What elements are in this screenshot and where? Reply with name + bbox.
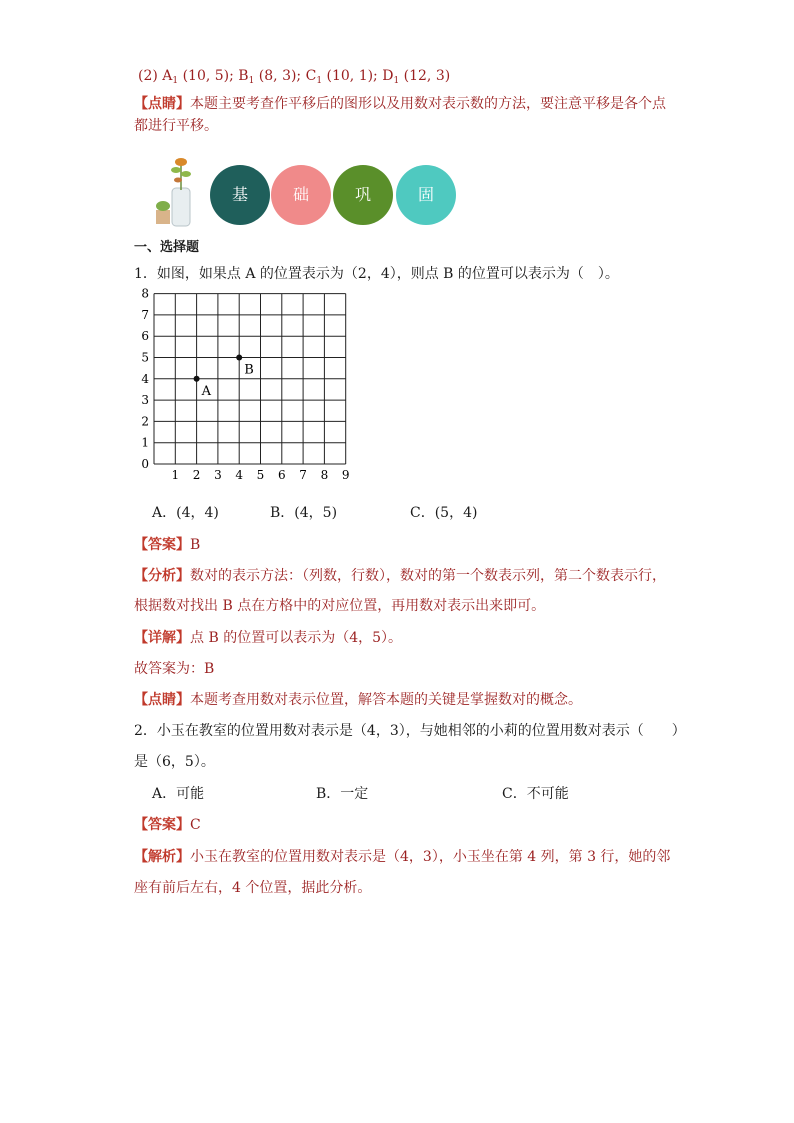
q1-option-b[interactable]: B．(4，5) <box>270 505 338 521</box>
section-title: 一、选择题 <box>134 240 200 255</box>
q2-analysis-cont: 座有前后左右，4 个位置，据此分析。 <box>134 880 372 896</box>
q1-analysis: 【分析】数对的表示方法：（列数，行数），数对的第一个数表示列，第二个数表示行， <box>134 568 666 584</box>
potted-plant-illustration <box>150 152 198 232</box>
y-tick-label: 0 <box>141 457 149 471</box>
question-1-stem: 1．如图，如果点 A 的位置表示为（2，4），则点 B 的位置可以表示为（ ）。 <box>134 266 619 282</box>
banner-circle-gong: 巩 <box>333 165 393 225</box>
point-label-a: A <box>201 383 211 399</box>
point-b <box>236 355 242 361</box>
x-tick-label: 9 <box>341 468 350 482</box>
x-tick-label: 1 <box>171 468 180 482</box>
q2-answer: 【答案】C <box>134 817 201 833</box>
point-a <box>194 376 200 382</box>
question-2-stem-cont: 是（6，5）。 <box>134 754 215 770</box>
q1-analysis-cont: 根据数对找出 B 点在方格中的对应位置，再用数对表示出来即可。 <box>134 598 546 614</box>
y-tick-label: 6 <box>141 329 149 344</box>
banner-circle-gu: 固 <box>396 165 456 225</box>
answer-line-translated-points: (2) $A_1$ (10, 5); $B_1$ (8, 3); $C_1$ (10, 1); $D_1$ (12, 3) <box>138 68 451 86</box>
q1-note: 【点睛】本题考查用数对表示位置，解答本题的关键是掌握数对的概念。 <box>134 692 582 708</box>
q1-option-a[interactable]: A．(4，4) <box>152 505 219 521</box>
question-2-stem: 2．小玉在教室的位置用数对表示是（4，3），与她相邻的小莉的位置用数对表示（ ） <box>134 723 686 739</box>
q2-analysis: 【解析】小玉在教室的位置用数对表示是（4，3），小玉坐在第 4 列，第 3 行，她的邻 <box>134 849 671 865</box>
x-tick-label: 2 <box>192 468 201 482</box>
q1-conclusion: 故答案为：B <box>134 661 215 677</box>
q2-option-b[interactable]: B．一定 <box>316 786 369 802</box>
x-tick-label: 5 <box>256 468 265 482</box>
note-paragraph-1: 【点睛】本题主要考查作平移后的图形以及用数对表示数的方法，要注意平移是各个点 <box>134 96 666 112</box>
y-tick-label: 2 <box>141 414 149 429</box>
banner-circle-chu: 础 <box>271 165 331 225</box>
y-tick-label: 1 <box>141 435 149 450</box>
x-tick-label: 8 <box>320 468 329 482</box>
x-tick-label: 3 <box>214 468 222 482</box>
q1-option-c[interactable]: C．(5，4) <box>410 505 478 521</box>
q2-option-a[interactable]: A．可能 <box>152 786 205 802</box>
banner-circle-ji: 基 <box>210 165 270 225</box>
y-tick-label: 4 <box>141 371 149 386</box>
q1-detail: 【详解】点 B 的位置可以表示为（4，5）。 <box>134 630 403 646</box>
coordinate-grid <box>136 288 366 484</box>
x-tick-label: 6 <box>277 468 286 482</box>
note-paragraph-1-cont: 都进行平移。 <box>134 118 218 134</box>
y-tick-label: 8 <box>141 288 149 301</box>
x-tick-label: 7 <box>299 468 307 482</box>
y-tick-label: 3 <box>141 393 149 408</box>
y-tick-label: 7 <box>141 307 149 322</box>
x-tick-label: 4 <box>235 468 244 482</box>
y-tick-label: 5 <box>141 350 149 365</box>
q1-answer: 【答案】B <box>134 537 201 553</box>
point-label-b: B <box>244 362 254 378</box>
q2-option-c[interactable]: C．不可能 <box>502 786 569 802</box>
